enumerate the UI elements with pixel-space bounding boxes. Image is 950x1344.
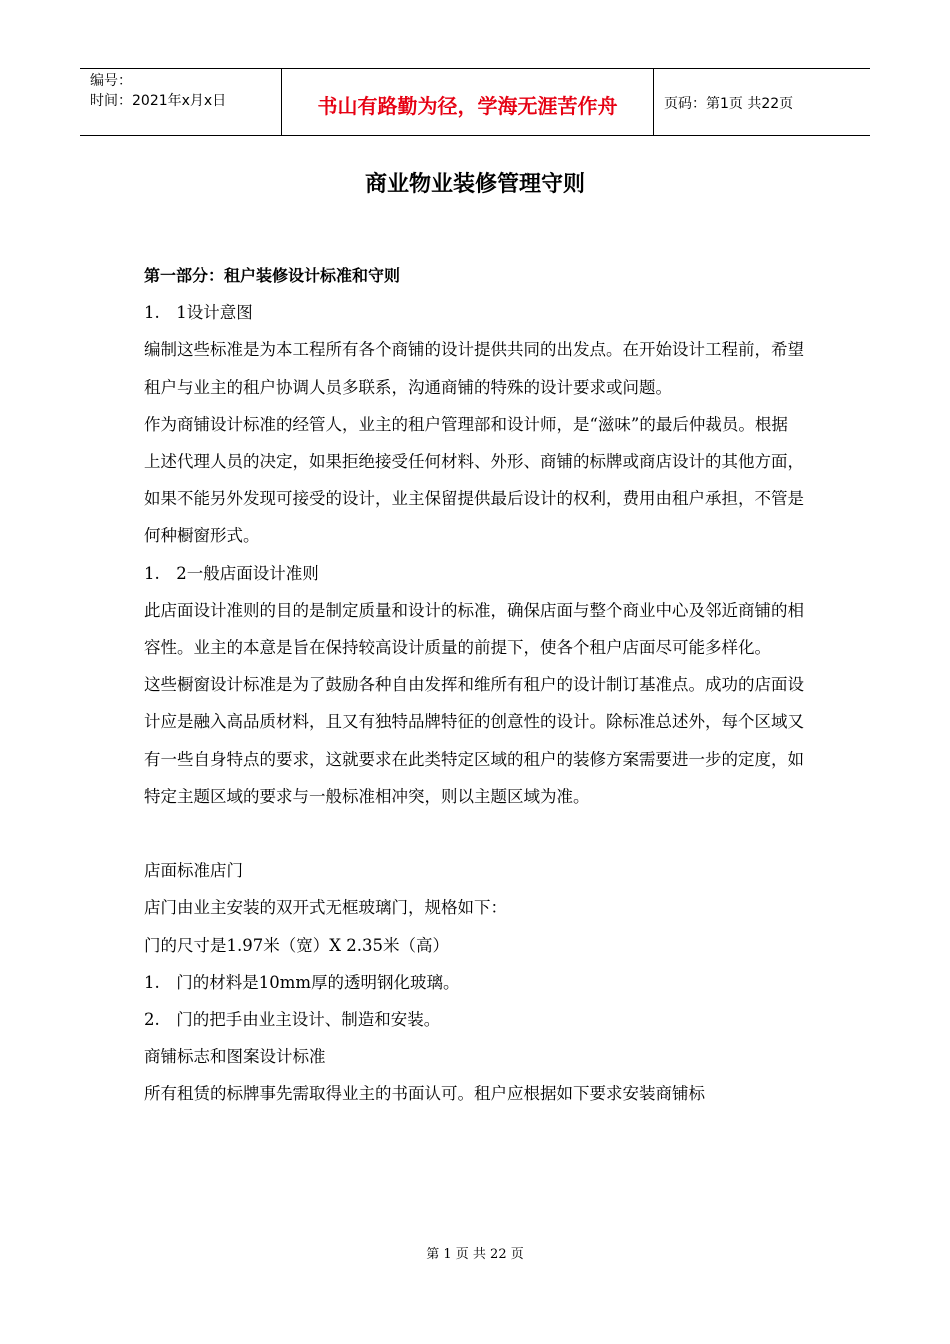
- header-page-cell: [654, 69, 870, 135]
- subsection-heading: 商铺标志和图案设计标准: [144, 1047, 326, 1067]
- header-table: [80, 68, 870, 136]
- document-title: 商业物业装修管理守则: [364, 172, 585, 197]
- section-heading: 第一部分：租户装修设计标准和守则: [144, 266, 401, 285]
- paragraph: 作为商铺设计标准的经管人，业主的租户管理部和设计师，是“滋味”的最后仲裁员。根据上述代理人员的决定，如果拒绝接受任何材料、外形、商铺的标牌或商店设计的其他方面，如果不能另外发现可接受的设计，业主保留提供最后设计的权利，费用由租户承担，不管是何种橱窗形式。: [144, 414, 804, 546]
- paragraph: 这些橱窗设计标准是为了鼓励各种自由发挥和维所有租户的设计制订基准点。成功的店面设计应是融入高品质材料，且又有独特品牌特征的创意性的设计。除标准总述外，每个区域又有一些自身特点的要求，这就要求在此类特定区域的租户的装修方案需要进一步的定度，如特定主题区域的要求与一般标准相冲突，则以主题区域为准。: [144, 675, 804, 806]
- page-footer: 第 1 页 共 22 页: [426, 1247, 524, 1262]
- paragraph: 编制这些标准是为本工程所有各个商铺的设计提供共同的出发点。在开始设计工程前，希望租户与业主的租户协调人员多联系，沟通商铺的特殊的设计要求或问题。: [144, 340, 804, 397]
- document-body: [144, 257, 804, 1113]
- list-item: 1. 门的材料是10mm厚的透明钢化玻璃。: [144, 972, 460, 992]
- header-motto-cell: [282, 69, 654, 135]
- paragraph: 店门由业主安装的双开式无框玻璃门，规格如下：: [144, 898, 507, 918]
- header-meta-cell: [80, 69, 282, 135]
- document-number-label: 编号：: [90, 73, 132, 89]
- paragraph: 此店面设计准则的目的是制定质量和设计的标准，确保店面与整个商业中心及邻近商铺的相容性。业主的本意是旨在保持较高设计质量的前提下，使各个租户店面尽可能多样化。: [144, 600, 804, 658]
- blank-line: [144, 815, 804, 852]
- subsection-heading: 1. 2一般店面设计准则: [144, 563, 319, 583]
- list-item: 2. 门的把手由业主设计、制造和安装。: [144, 1010, 441, 1030]
- header-page-info: 页码：第1页 共22页: [664, 96, 794, 112]
- subsection-heading: 1. 1设计意图: [144, 303, 253, 323]
- paragraph: 门的尺寸是1.97米（宽）X 2.35米（高）: [144, 935, 449, 955]
- document-time-label: 时间：2021年x月x日: [90, 93, 227, 109]
- subsection-heading: 店面标准店门: [144, 861, 243, 881]
- paragraph: 所有租赁的标牌事先需取得业主的书面认可。租户应根据如下要求安装商铺标: [144, 1084, 705, 1104]
- header-motto: 书山有路勤为径，学海无涯苦作舟: [317, 93, 618, 118]
